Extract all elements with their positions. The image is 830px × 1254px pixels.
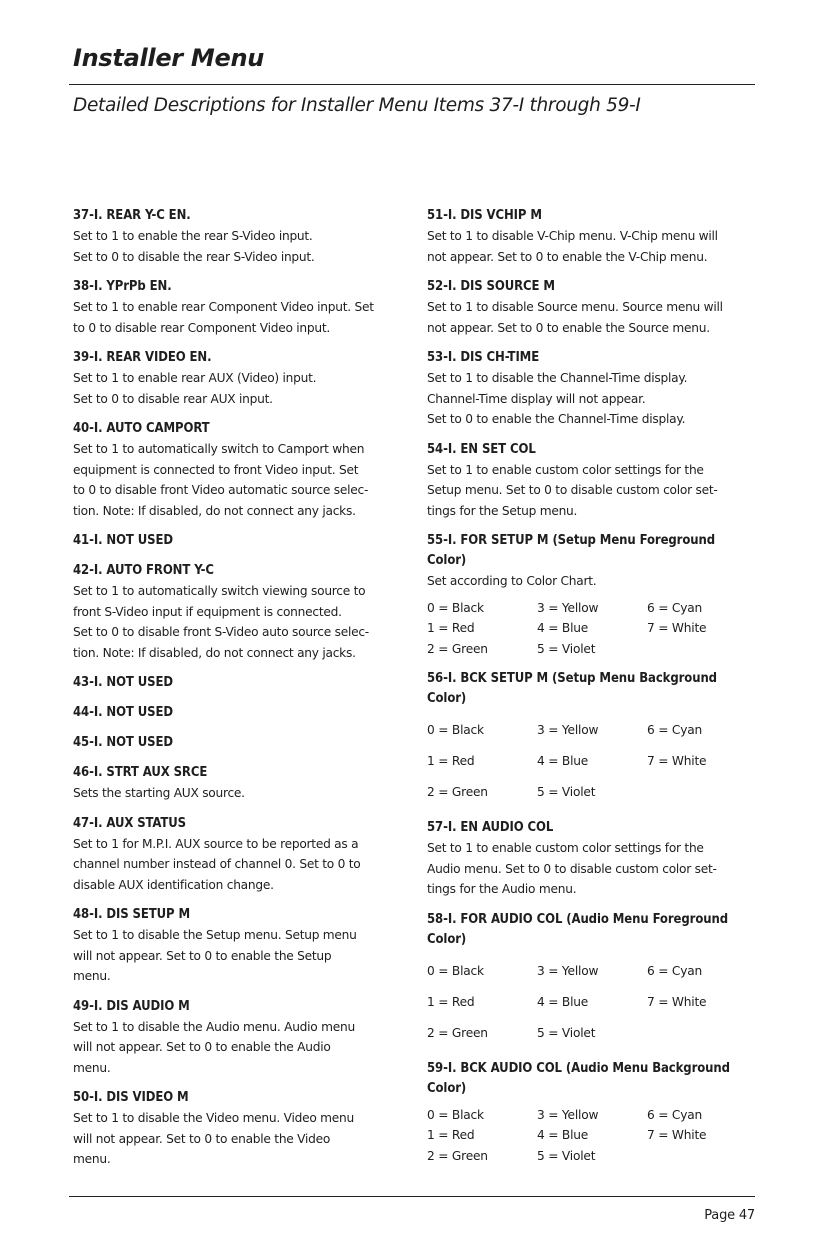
item-body-line: Sets the starting AUX source. <box>73 786 245 800</box>
item-heading: 50-I. DIS VIDEO M <box>73 1090 189 1105</box>
item-body-line: menu. <box>73 1152 111 1166</box>
color-chart-entry: 2 = Green <box>427 785 488 799</box>
item-heading: 52-I. DIS SOURCE M <box>427 279 555 294</box>
item-body-line: Set to 1 to disable the Audio menu. Audio menu <box>73 1019 355 1034</box>
item-body-line: Set to 1 to disable the Video menu. Video menu <box>73 1111 354 1125</box>
color-chart <box>427 598 757 660</box>
menu-item <box>73 348 405 409</box>
item-body-line: not appear. Set to 0 to enable the V-Chip menu. <box>427 249 708 264</box>
menu-item <box>73 703 405 723</box>
color-chart-entry: 0 = Black <box>427 1107 484 1122</box>
menu-item <box>73 1088 405 1170</box>
item-body-line: Set according to Color Chart. <box>427 574 597 588</box>
menu-item <box>73 419 405 521</box>
menu-item <box>427 206 757 267</box>
item-gap <box>427 900 757 910</box>
menu-item <box>73 905 405 987</box>
item-heading: 54-I. EN SET COL <box>427 441 536 457</box>
menu-item <box>427 348 757 430</box>
color-chart <box>427 1105 757 1167</box>
color-chart-entry: 1 = Red <box>427 621 475 635</box>
color-chart-entry: 3 = Yellow <box>537 723 599 737</box>
color-chart-entry: 7 = White <box>647 1128 707 1142</box>
item-gap <box>427 808 757 818</box>
item-body-line: to 0 to disable rear Component Video input. <box>73 320 330 335</box>
item-body-line: not appear. Set to 0 to enable the Source menu. <box>427 320 710 335</box>
item-heading: 38-I. YPrPb EN. <box>73 279 172 294</box>
color-chart-entry: 6 = Cyan <box>647 963 703 978</box>
color-chart-entry: 7 = White <box>647 754 707 768</box>
color-chart-entry: 3 = Yellow <box>537 1107 599 1122</box>
item-body-line: Set to 1 to disable Source menu. Source menu will <box>427 300 723 314</box>
item-body-line: will not appear. Set to 0 to enable the Audio <box>73 1040 331 1054</box>
color-chart-entry: 6 = Cyan <box>647 600 703 615</box>
color-chart-entry: 5 = Violet <box>537 641 596 656</box>
item-heading-continued: Color) <box>427 1080 467 1096</box>
color-chart-entry: 0 = Black <box>427 723 484 737</box>
item-gap <box>73 693 405 703</box>
item-body-line: Audio menu. Set to 0 to disable custom color set- <box>427 861 717 876</box>
item-body-line: Set to 1 to enable rear Component Video input. Set <box>73 300 374 314</box>
item-body-line: Set to 0 to disable rear AUX input. <box>73 391 273 406</box>
item-heading: 49-I. DIS AUDIO M <box>73 998 190 1014</box>
item-body-line: Set to 0 to enable the Channel-Time display. <box>427 412 686 426</box>
item-heading: 37-I. REAR Y-C EN. <box>73 208 191 223</box>
item-heading: 40-I. AUTO CAMPORT <box>73 421 210 436</box>
item-heading: 44-I. NOT USED <box>73 705 173 720</box>
item-gap <box>73 521 405 531</box>
color-chart-entry: 2 = Green <box>427 1148 488 1163</box>
item-heading: 51-I. DIS VCHIP M <box>427 208 542 223</box>
item-gap <box>73 551 405 561</box>
item-heading: 42-I. AUTO FRONT Y-C <box>73 563 214 578</box>
item-body-line: Set to 1 for M.P.I. AUX source to be reported as a <box>73 836 359 851</box>
item-body-line: Set to 1 to disable the Setup menu. Setup menu <box>73 928 357 942</box>
item-gap <box>73 804 405 814</box>
item-heading: 55-I. FOR SETUP M (Setup Menu Foreground <box>427 533 716 548</box>
page-title: Installer Menu <box>73 44 265 72</box>
item-heading-continued: Color) <box>427 691 467 706</box>
color-chart-entry: 2 = Green <box>427 1025 488 1040</box>
item-body-line: Set to 1 to enable custom color settings for the <box>427 462 704 477</box>
item-body-line: Set to 1 to automatically switch viewing source to <box>73 584 366 598</box>
menu-item <box>73 763 405 804</box>
color-chart-entry: 4 = Blue <box>537 754 589 768</box>
color-chart-entry: 0 = Black <box>427 963 484 978</box>
item-body-line: tings for the Audio menu. <box>427 882 577 896</box>
menu-item <box>427 440 757 522</box>
color-chart <box>427 715 757 808</box>
item-heading: 58-I. FOR AUDIO COL (Audio Menu Foreground <box>427 911 728 927</box>
item-gap <box>427 521 757 531</box>
item-heading: 39-I. REAR VIDEO EN. <box>73 350 212 365</box>
color-chart-entry: 7 = White <box>647 994 707 1009</box>
item-gap <box>73 338 405 348</box>
color-chart-entry: 6 = Cyan <box>647 1107 703 1122</box>
menu-item <box>73 673 405 693</box>
menu-item <box>427 669 757 808</box>
item-gap <box>427 430 757 440</box>
color-chart-entry: 2 = Green <box>427 641 488 656</box>
item-body-line: Set to 0 to disable front S-Video auto source selec- <box>73 625 369 639</box>
item-body-line: Set to 0 to disable the rear S-Video input. <box>73 249 315 264</box>
color-chart-entry: 3 = Yellow <box>537 600 599 615</box>
item-body-line: tings for the Setup menu. <box>427 503 578 518</box>
menu-item <box>73 997 405 1079</box>
item-body-line: menu. <box>73 1060 111 1075</box>
item-heading: 53-I. DIS CH-TIME <box>427 350 540 365</box>
page-subtitle: Detailed Descriptions for Installer Menu Items 37-I through 59-I <box>73 95 641 116</box>
color-chart-entry: 1 = Red <box>427 754 475 768</box>
top-rule <box>69 84 755 85</box>
item-heading: 48-I. DIS SETUP M <box>73 907 191 922</box>
item-heading: 43-I. NOT USED <box>73 675 173 690</box>
item-body-line: menu. <box>73 969 111 983</box>
item-heading: 56-I. BCK SETUP M (Setup Menu Background <box>427 671 717 686</box>
item-gap <box>73 663 405 673</box>
color-chart-entry: 3 = Yellow <box>537 963 599 978</box>
bottom-rule <box>69 1196 755 1197</box>
right-column <box>427 206 757 1166</box>
color-chart-entry: 0 = Black <box>427 600 484 615</box>
item-gap <box>73 895 405 905</box>
color-chart-entry: 5 = Violet <box>537 1025 596 1040</box>
item-body-line: will not appear. Set to 0 to enable the Video <box>73 1131 331 1146</box>
item-gap <box>73 409 405 419</box>
item-body-line: Set to 1 to enable rear AUX (Video) input. <box>73 371 317 385</box>
item-heading: 41-I. NOT USED <box>73 533 173 548</box>
color-chart-entry: 4 = Blue <box>537 1128 589 1142</box>
item-gap <box>427 659 757 669</box>
item-heading: 45-I. NOT USED <box>73 735 173 750</box>
menu-item <box>73 561 405 663</box>
item-gap <box>73 987 405 997</box>
left-column <box>73 206 405 1170</box>
item-body-line: Setup menu. Set to 0 to disable custom color set- <box>427 483 718 497</box>
item-body-line: channel number instead of channel 0. Set to 0 to <box>73 857 361 871</box>
menu-item <box>427 818 757 900</box>
color-chart-entry: 5 = Violet <box>537 785 596 799</box>
item-body-line: Set to 1 to disable V-Chip menu. V-Chip menu will <box>427 229 718 243</box>
item-heading-continued: Color) <box>427 931 467 947</box>
menu-item <box>427 531 757 659</box>
menu-item <box>427 1059 757 1167</box>
item-gap <box>73 267 405 277</box>
item-heading-continued: Color) <box>427 553 467 568</box>
item-body-line: to 0 to disable front Video automatic source selec- <box>73 483 369 497</box>
color-chart <box>427 956 757 1049</box>
item-gap <box>427 267 757 277</box>
item-body-line: Set to 1 to automatically switch to Camport when <box>73 442 365 456</box>
item-gap <box>73 1078 405 1088</box>
color-chart-entry: 6 = Cyan <box>647 723 703 737</box>
item-body-line: disable AUX identification change. <box>73 877 274 892</box>
menu-item <box>73 531 405 551</box>
item-body-line: will not appear. Set to 0 to enable the Setup <box>73 948 332 963</box>
item-body-line: front S-Video input if equipment is connected. <box>73 604 342 619</box>
menu-item <box>73 277 405 338</box>
item-body-line: equipment is connected to front Video input. Set <box>73 462 359 477</box>
color-chart-entry: 4 = Blue <box>537 621 589 635</box>
menu-item <box>427 910 757 1049</box>
item-body-line: tion. Note: If disabled, do not connect any jacks. <box>73 645 356 660</box>
item-heading: 57-I. EN AUDIO COL <box>427 820 554 835</box>
menu-item <box>427 277 757 338</box>
item-gap <box>427 338 757 348</box>
item-heading: 59-I. BCK AUDIO COL (Audio Menu Background <box>427 1060 730 1076</box>
item-heading: 47-I. AUX STATUS <box>73 815 186 831</box>
item-body-line: Set to 1 to enable the rear S-Video input. <box>73 229 313 243</box>
item-body-line: Set to 1 to enable custom color settings for the <box>427 841 704 855</box>
item-gap <box>427 1049 757 1059</box>
item-body-line: tion. Note: If disabled, do not connect any jacks. <box>73 503 356 518</box>
menu-item <box>73 814 405 896</box>
color-chart-entry: 1 = Red <box>427 1128 475 1142</box>
item-heading: 46-I. STRT AUX SRCE <box>73 765 208 780</box>
item-gap <box>73 753 405 763</box>
item-body-line: Set to 1 to disable the Channel-Time display. <box>427 371 688 385</box>
color-chart-entry: 4 = Blue <box>537 994 589 1009</box>
color-chart-entry: 1 = Red <box>427 994 475 1009</box>
color-chart-entry: 7 = White <box>647 621 707 635</box>
color-chart-entry: 5 = Violet <box>537 1148 596 1163</box>
page-number: Page 47 <box>704 1208 755 1223</box>
menu-item <box>73 733 405 753</box>
item-gap <box>73 723 405 733</box>
item-body-line: Channel-Time display will not appear. <box>427 391 646 406</box>
menu-item <box>73 206 405 267</box>
